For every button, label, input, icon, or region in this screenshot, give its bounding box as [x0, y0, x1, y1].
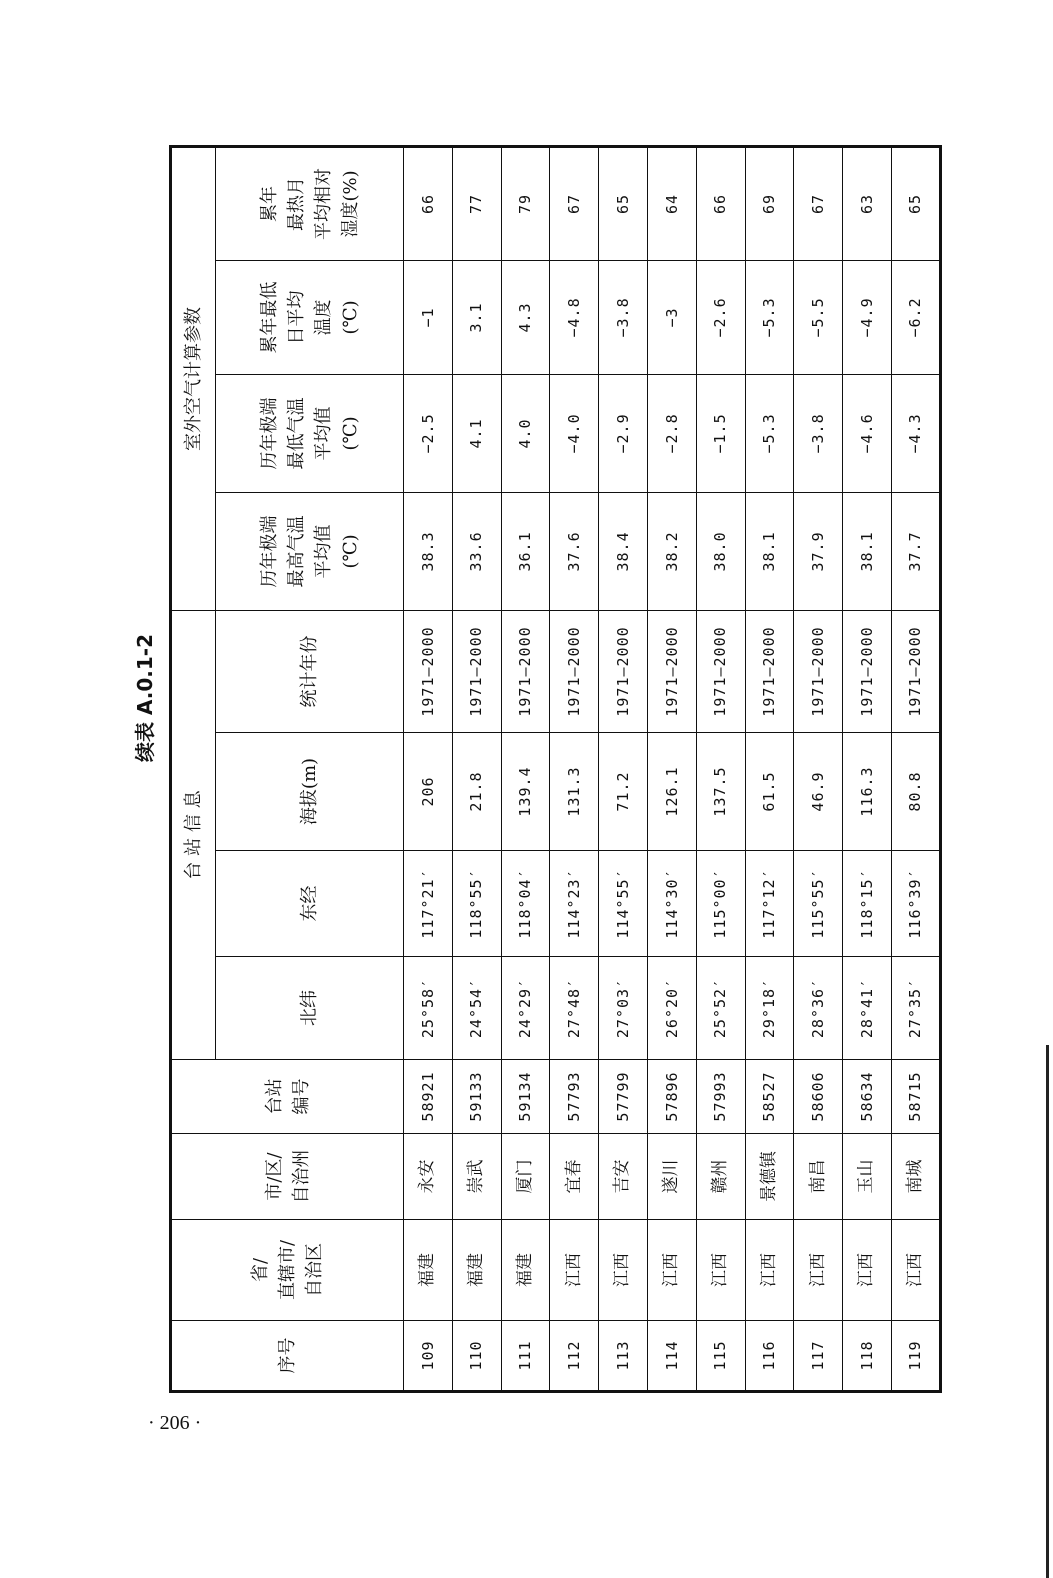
cell-tmax: 38.1	[745, 492, 794, 610]
cell-years: 1971—2000	[891, 610, 940, 732]
cell-seq: 116	[745, 1321, 794, 1392]
cell-tmax: 37.7	[891, 492, 940, 610]
cell-station: 59134	[501, 1060, 550, 1134]
header-years: 统计年份	[216, 610, 404, 732]
cell-tmin: 4.1	[452, 374, 501, 492]
cell-years: 1971—2000	[745, 610, 794, 732]
cell-tdaymin: −3	[647, 260, 696, 374]
cell-tmax: 38.1	[843, 492, 892, 610]
table-row	[452, 146, 501, 1391]
cell-alt: 71.2	[599, 733, 648, 851]
cell-alt: 61.5	[745, 733, 794, 851]
cell-alt: 116.3	[843, 733, 892, 851]
cell-station: 57799	[599, 1060, 648, 1134]
cell-rh: 69	[745, 146, 794, 260]
header-seq: 序号	[171, 1321, 404, 1392]
cell-tmin: −3.8	[794, 374, 843, 492]
page-title: 续表 A.0.1-2	[133, 633, 157, 763]
cell-tmax: 38.4	[599, 492, 648, 610]
header-city: 市/区/ 自治州	[171, 1134, 404, 1220]
cell-lat: 25°58′	[404, 957, 453, 1060]
cell-city: 南昌	[794, 1134, 843, 1220]
cell-province: 江西	[696, 1220, 745, 1321]
cell-city: 南城	[891, 1134, 940, 1220]
cell-seq: 111	[501, 1321, 550, 1392]
cell-lon: 118°15′	[843, 851, 892, 957]
cell-lon: 116°39′	[891, 851, 940, 957]
cell-years: 1971—2000	[501, 610, 550, 732]
cell-seq: 118	[843, 1321, 892, 1392]
cell-tmin: −5.3	[745, 374, 794, 492]
cell-tmin: −2.8	[647, 374, 696, 492]
cell-tdaymin: −4.9	[843, 260, 892, 374]
cell-lat: 28°36′	[794, 957, 843, 1060]
cell-rh: 66	[404, 146, 453, 260]
cell-tmax: 33.6	[452, 492, 501, 610]
cell-tdaymin: −2.6	[696, 260, 745, 374]
table-row	[647, 146, 696, 1391]
cell-rh: 65	[891, 146, 940, 260]
cell-years: 1971—2000	[550, 610, 599, 732]
header-tdaymin: 累年最低 日平均 温度 (℃)	[216, 260, 404, 374]
cell-lon: 117°21′	[404, 851, 453, 957]
table-row	[843, 146, 892, 1391]
header-outdoor-group: 室外空气计算参数	[171, 146, 216, 610]
cell-province: 福建	[404, 1220, 453, 1321]
cell-tmax: 38.2	[647, 492, 696, 610]
cell-rh: 63	[843, 146, 892, 260]
cell-tmin: −4.0	[550, 374, 599, 492]
cell-tmax: 37.6	[550, 492, 599, 610]
cell-rh: 77	[452, 146, 501, 260]
cell-years: 1971—2000	[452, 610, 501, 732]
cell-seq: 113	[599, 1321, 648, 1392]
cell-seq: 115	[696, 1321, 745, 1392]
cell-station: 58606	[794, 1060, 843, 1134]
page-number: · 206 ·	[148, 1412, 202, 1434]
cell-lon: 115°55′	[794, 851, 843, 957]
cell-tdaymin: 4.3	[501, 260, 550, 374]
cell-seq: 114	[647, 1321, 696, 1392]
cell-tdaymin: 3.1	[452, 260, 501, 374]
header-lon: 东经	[216, 851, 404, 957]
cell-tdaymin: −5.3	[745, 260, 794, 374]
cell-city: 厦门	[501, 1134, 550, 1220]
cell-alt: 131.3	[550, 733, 599, 851]
data-table-container	[169, 148, 939, 1393]
header-station-no: 台站 编号	[171, 1060, 404, 1134]
cell-lat: 24°54′	[452, 957, 501, 1060]
header-alt: 海拔(m)	[216, 733, 404, 851]
cell-years: 1971—2000	[647, 610, 696, 732]
cell-rh: 67	[550, 146, 599, 260]
cell-alt: 46.9	[794, 733, 843, 851]
cell-seq: 110	[452, 1321, 501, 1392]
cell-province: 江西	[891, 1220, 940, 1321]
cell-lon: 115°00′	[696, 851, 745, 957]
cell-years: 1971—2000	[404, 610, 453, 732]
cell-tdaymin: −4.8	[550, 260, 599, 374]
cell-lat: 27°03′	[599, 957, 648, 1060]
cell-city: 永安	[404, 1134, 453, 1220]
cell-alt: 126.1	[647, 733, 696, 851]
header-tmin: 历年极端 最低气温 平均值 (℃)	[216, 374, 404, 492]
cell-rh: 66	[696, 146, 745, 260]
cell-city: 遂川	[647, 1134, 696, 1220]
cell-lat: 25°52′	[696, 957, 745, 1060]
cell-tmin: −1.5	[696, 374, 745, 492]
table-row	[501, 146, 550, 1391]
cell-tdaymin: −1	[404, 260, 453, 374]
cell-tmin: 4.0	[501, 374, 550, 492]
cell-tdaymin: −5.5	[794, 260, 843, 374]
table-row	[550, 146, 599, 1391]
cell-alt: 137.5	[696, 733, 745, 851]
cell-rh: 79	[501, 146, 550, 260]
cell-tmax: 38.3	[404, 492, 453, 610]
cell-alt: 206	[404, 733, 453, 851]
cell-city: 景德镇	[745, 1134, 794, 1220]
cell-alt: 80.8	[891, 733, 940, 851]
table-body	[404, 146, 941, 1391]
cell-seq: 112	[550, 1321, 599, 1392]
table-row	[696, 146, 745, 1391]
cell-tmin: −2.5	[404, 374, 453, 492]
cell-province: 江西	[843, 1220, 892, 1321]
cell-province: 江西	[599, 1220, 648, 1321]
cell-province: 福建	[501, 1220, 550, 1321]
table-row	[745, 146, 794, 1391]
cell-city: 吉安	[599, 1134, 648, 1220]
cell-lon: 114°55′	[599, 851, 648, 957]
cell-lon: 118°04′	[501, 851, 550, 957]
cell-rh: 65	[599, 146, 648, 260]
cell-lon: 114°30′	[647, 851, 696, 957]
cell-seq: 109	[404, 1321, 453, 1392]
cell-alt: 21.8	[452, 733, 501, 851]
cell-lat: 27°48′	[550, 957, 599, 1060]
cell-lon: 118°55′	[452, 851, 501, 957]
cell-station: 57896	[647, 1060, 696, 1134]
cell-tmin: −4.3	[891, 374, 940, 492]
cell-years: 1971—2000	[794, 610, 843, 732]
cell-province: 江西	[745, 1220, 794, 1321]
cell-years: 1971—2000	[599, 610, 648, 732]
table-row	[404, 146, 453, 1391]
cell-lat: 28°41′	[843, 957, 892, 1060]
cell-rh: 64	[647, 146, 696, 260]
cell-city: 赣州	[696, 1134, 745, 1220]
cell-lat: 26°20′	[647, 957, 696, 1060]
cell-lon: 114°23′	[550, 851, 599, 957]
cell-tmax: 37.9	[794, 492, 843, 610]
cell-city: 宜春	[550, 1134, 599, 1220]
header-lat: 北纬	[216, 957, 404, 1060]
cell-lat: 27°35′	[891, 957, 940, 1060]
cell-tmax: 38.0	[696, 492, 745, 610]
cell-years: 1971—2000	[696, 610, 745, 732]
cell-province: 江西	[794, 1220, 843, 1321]
cell-seq: 119	[891, 1321, 940, 1392]
cell-station: 58921	[404, 1060, 453, 1134]
table-row	[891, 146, 940, 1391]
page-edge-divider	[1046, 1045, 1049, 1578]
cell-station: 58527	[745, 1060, 794, 1134]
header-rh: 累年 最热月 平均相对 湿度(%)	[216, 146, 404, 260]
cell-seq: 117	[794, 1321, 843, 1392]
cell-tdaymin: −3.8	[599, 260, 648, 374]
cell-tdaymin: −6.2	[891, 260, 940, 374]
cell-province: 江西	[550, 1220, 599, 1321]
cell-city: 玉山	[843, 1134, 892, 1220]
cell-lat: 24°29′	[501, 957, 550, 1060]
table-row	[794, 146, 843, 1391]
cell-lat: 29°18′	[745, 957, 794, 1060]
cell-rh: 67	[794, 146, 843, 260]
cell-city: 崇武	[452, 1134, 501, 1220]
cell-tmin: −2.9	[599, 374, 648, 492]
header-province: 省/ 直辖市/ 自治区	[171, 1220, 404, 1321]
table-row	[599, 146, 648, 1391]
cell-province: 福建	[452, 1220, 501, 1321]
cell-station: 59133	[452, 1060, 501, 1134]
cell-tmax: 36.1	[501, 492, 550, 610]
cell-station: 57793	[550, 1060, 599, 1134]
data-table	[169, 145, 942, 1393]
cell-tmin: −4.6	[843, 374, 892, 492]
cell-years: 1971—2000	[843, 610, 892, 732]
cell-station: 58634	[843, 1060, 892, 1134]
cell-station: 58715	[891, 1060, 940, 1134]
cell-province: 江西	[647, 1220, 696, 1321]
cell-alt: 139.4	[501, 733, 550, 851]
cell-lon: 117°12′	[745, 851, 794, 957]
cell-station: 57993	[696, 1060, 745, 1134]
header-tmax: 历年极端 最高气温 平均值 (℃)	[216, 492, 404, 610]
header-station-group: 台 站 信 息	[171, 610, 216, 1059]
